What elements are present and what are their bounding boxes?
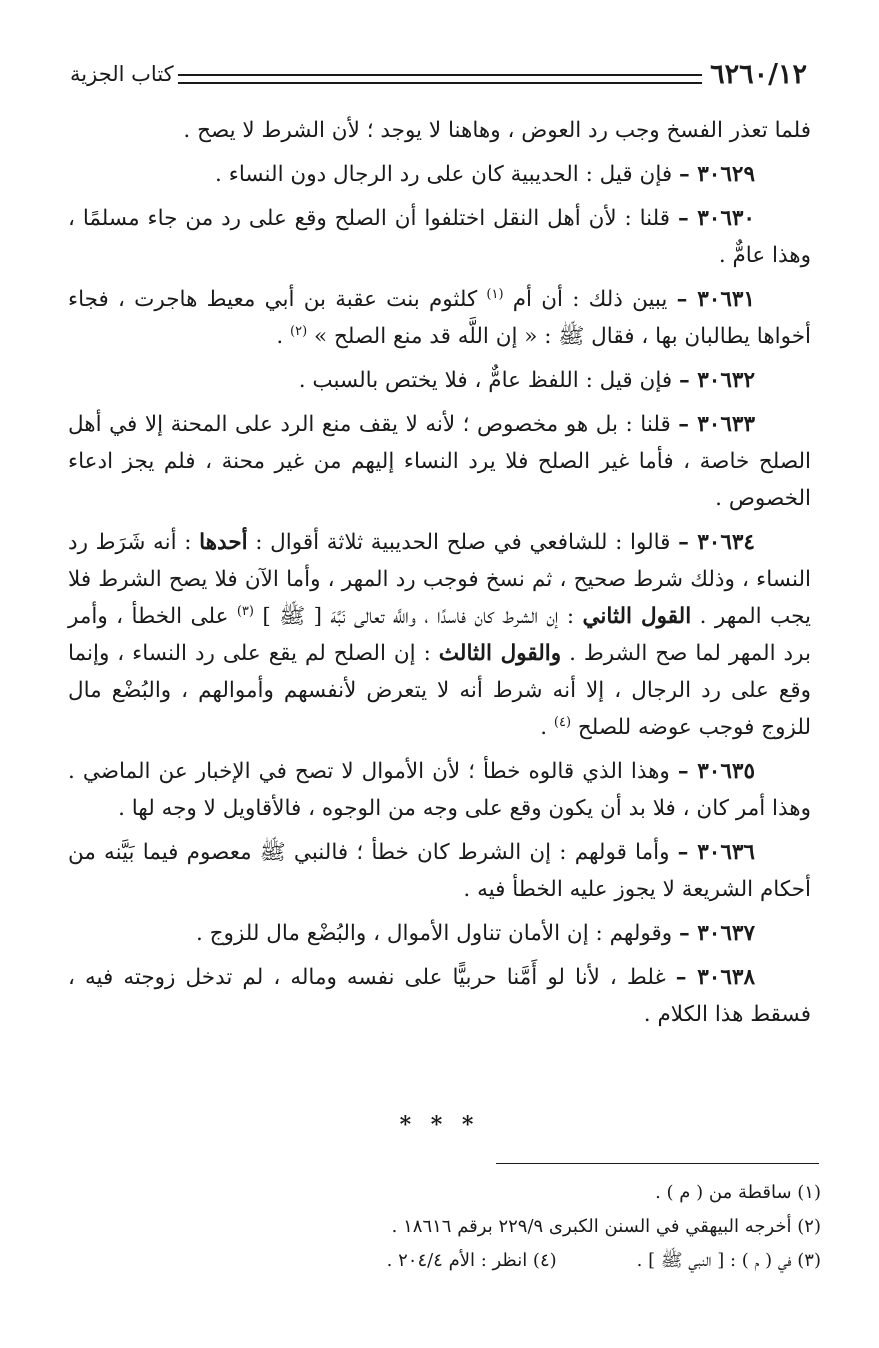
paragraph-text: . <box>540 715 548 740</box>
paragraph <box>68 200 811 274</box>
footnote-text: (٢) أخرجه البيهقي في السنن الكبرى ٢٢٩/٩ برقم ١٨٦١٦ . <box>391 1216 821 1237</box>
paragraph-text: : أنه شَرَط رد النساء ، وذلك شرط صحيح ، ثم نسخ فوجب رد المهر ، وأما الآن فلا يصح الشرط فلا يجب المهر . <box>68 530 811 629</box>
paragraph-number: ٣٠٦٣٤ – <box>678 530 755 555</box>
paragraph-text: وهذا الذي قالوه خطأ ؛ لأن الأموال لا تصح في الإخبار عن الماضي . وهذا أمر كان ، فلا بد أن يكون وقع على وجه من الوجوه ، فالأقاويل لا وجه لها . <box>68 759 811 821</box>
paragraph-number: ٣٠٦٣١ – <box>676 287 755 312</box>
footnote-row <box>68 1244 821 1278</box>
paragraph-text: : إن الشرط كان فاسدًا ، واللَّه تعالى نَبَّهَ [ ﷺ ] <box>262 604 575 629</box>
paragraph-number: ٣٠٦٣٨ – <box>675 965 755 990</box>
paragraph-text: غلط ، لأنا لو أَمَّنا حربيًّا على نفسه وماله ، لم تدخل زوجته فيه ، فسقط هذا الكلام . <box>68 965 811 1027</box>
footnote-rule <box>496 1163 819 1164</box>
footnote-text: (٣) في ( م ) : [ النبي ﷺ ] . <box>636 1250 821 1271</box>
footnote <box>68 1176 821 1210</box>
paragraph-number: ٣٠٦٣٥ – <box>677 759 755 784</box>
paragraph-text: وأما قولهم : إن الشرط كان خطأ ؛ فالنبي ﷺ معصوم فيما بَيَّنه من أحكام الشريعة لا يجوز عليه الخطأ فيه . <box>68 840 811 902</box>
paragraph-number: ٣٠٦٣٢ – <box>679 368 755 393</box>
footnote-gap <box>557 1244 637 1278</box>
bold-term: أحدها <box>199 530 248 555</box>
paragraph-text: فإن قيل : اللفظ عامٌّ ، فلا يختص بالسبب . <box>298 368 673 393</box>
bold-term: القول الثاني <box>582 604 692 629</box>
paragraph-text: قلنا : لأن أهل النقل اختلفوا أن الصلح وقع على رد من جاء مسلمًا ، وهذا عامٌّ . <box>68 206 811 268</box>
paragraph-text: وقولهم : إن الأمان تناول الأموال ، والبُضْع مال للزوج . <box>195 921 673 946</box>
paragraph-text: قلنا : بل هو مخصوص ؛ لأنه لا يقف منع الرد على المحنة إلا في أهل الصلح خاصة ، فأما غير الصلح فلا يرد النساء إليهم من غير محنة ، فلم يجز ادعاء الخصوص . <box>68 412 811 511</box>
paragraph-number: ٣٠٦٣٠ – <box>677 206 755 231</box>
paragraph-text: كلثوم بنت عقبة بن أبي معيط هاجرت ، فجاء أخواها يطالبان بها ، فقال ﷺ : « إن اللَّه قد منع الصلح » <box>68 287 811 349</box>
paragraph <box>68 406 811 517</box>
paragraph <box>68 156 811 193</box>
footnote <box>68 1210 821 1244</box>
paragraph <box>68 753 811 827</box>
footnote-ref[interactable]: (٢) <box>290 323 308 339</box>
paragraph-text: يبين ذلك : أن أم <box>512 287 668 312</box>
paragraph-text: . <box>276 324 284 349</box>
paragraph <box>68 112 811 149</box>
paragraph-text: على الخطأ ، وأمر برد المهر لما صح الشرط . <box>68 604 811 666</box>
paragraph-number: ٣٠٦٢٩ – <box>679 162 755 187</box>
paragraph-number: ٣٠٦٣٦ – <box>677 840 755 865</box>
paragraph <box>68 915 811 952</box>
paragraph <box>68 281 811 355</box>
paragraph <box>68 959 811 1033</box>
page-number: ٦٢٦٠/١٢ <box>710 58 807 90</box>
bold-term: والقول الثالث <box>438 641 562 666</box>
section-separator: * * * <box>399 1112 480 1138</box>
paragraph <box>68 524 811 746</box>
paragraph-text: فإن قيل : الحديبية كان على رد الرجال دون النساء . <box>215 162 673 187</box>
footnote-ref[interactable]: (١) <box>486 286 504 302</box>
header-rule <box>178 74 702 84</box>
paragraph <box>68 834 811 908</box>
paragraph-text: فلما تعذر الفسخ وجب رد العوض ، وهاهنا لا يوجد ؛ لأن الشرط لا يصح . <box>183 118 811 143</box>
footnote-ref[interactable]: (٣) <box>236 603 254 619</box>
paragraph <box>68 362 811 399</box>
book-title: كتاب الجزية <box>70 62 174 86</box>
paragraph-number: ٣٠٦٣٧ – <box>679 921 755 946</box>
main-text <box>68 112 811 1040</box>
paragraph-number: ٣٠٦٣٣ – <box>678 412 755 437</box>
footnote-ref[interactable]: (٤) <box>553 714 572 730</box>
paragraph-text: قالوا : للشافعي في صلح الحديبية ثلاثة أقوال : <box>255 530 671 555</box>
footnote-text: (١) ساقطة من ( م ) . <box>655 1182 821 1203</box>
footnotes <box>68 1176 821 1278</box>
page-header <box>70 52 807 96</box>
paragraph-text: : إن الصلح لم يقع على رد النساء ، وإنما وقع على رد الرجال ، إلا أنه شرط أنه لا يتعرض لأنفسهم وأموالهم ، والبُضْع مال للزوج فوجب عوضه للصلح <box>68 641 811 740</box>
footnote-text: (٤) انظر : الأم ٢٠٤/٤ . <box>386 1250 557 1271</box>
